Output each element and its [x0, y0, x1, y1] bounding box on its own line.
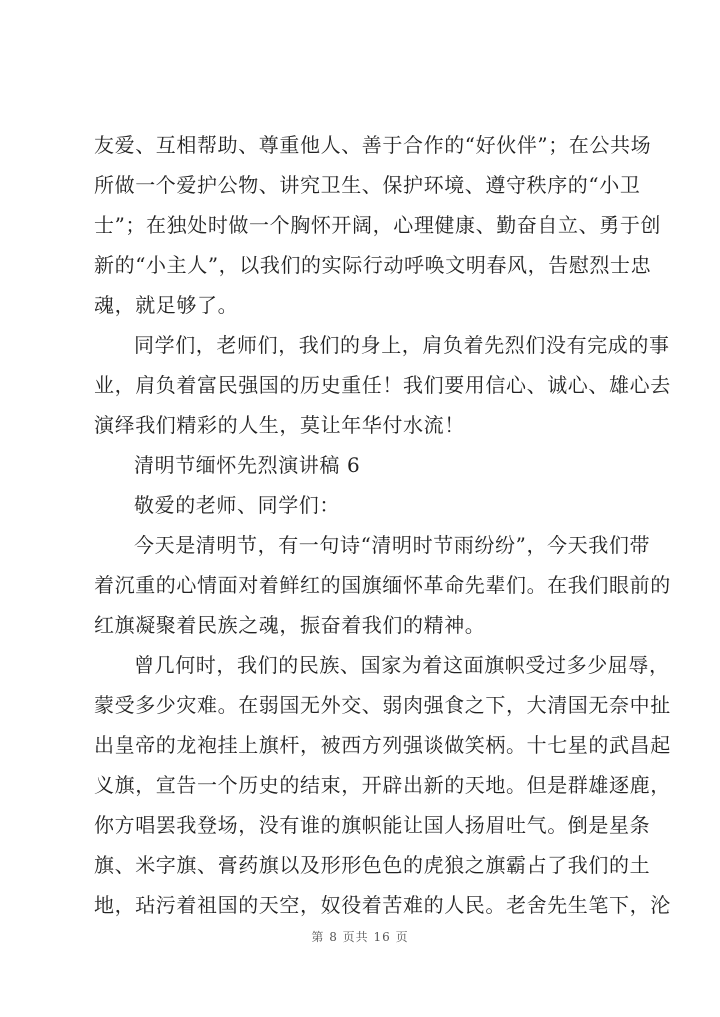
salutation: 敬爱的老师、同学们：: [134, 493, 340, 517]
text-line: 出皇帝的龙袍挂上旗杆，被西方列强谈做笑柄。十七星的武昌起: [94, 733, 671, 757]
text-line: 旗、米字旗、膏药旗以及形形色色的虎狼之旗霸占了我们的土: [94, 853, 651, 877]
text-line: 所做一个爱护公物、讲究卫生、保护环境、遵守秩序的“小卫: [94, 173, 641, 197]
paragraph-first-line: 今天是清明节，有一句诗“清明时节雨纷纷”，今天我们带: [134, 533, 651, 557]
paragraph-first-line: 曾几何时，我们的民族、国家为着这面旗帜受过多少屈辱，: [134, 653, 670, 677]
page-number-footer: 第 8 页共 16 页: [311, 930, 409, 944]
text-line: 魂，就足够了。: [94, 293, 239, 317]
text-line: 士”；在独处时做一个胸怀开阔，心理健康、勤奋自立、勇于创: [94, 213, 662, 237]
text-line: 业，肩负着富民强国的历史重任！我们要用信心、诚心、雄心去: [94, 373, 671, 397]
text-line: 蒙受多少灾难。在弱国无外交、弱肉强食之下，大清国无奈中扯: [94, 693, 671, 717]
text-line: 你方唱罢我登场，没有谁的旗帜能让国人扬眉吐气。倒是星条: [94, 813, 651, 837]
section-heading: 清明节缅怀先烈演讲稿 6: [134, 453, 361, 477]
text-line: 红旗凝聚着民族之魂，振奋着我们的精神。: [94, 613, 486, 637]
text-line: 演绎我们精彩的人生，莫让年华付水流！: [94, 413, 465, 437]
text-line: 新的“小主人”，以我们的实际行动呼唤文明春风，告慰烈士忠: [94, 253, 652, 277]
text-line: 义旗，宣告一个历史的结束，开辟出新的天地。但是群雄逐鹿，: [94, 773, 671, 797]
paragraph-first-line: 同学们，老师们，我们的身上，肩负着先烈们没有完成的事: [134, 333, 670, 357]
text-line: 着沉重的心情面对着鲜红的国旗缅怀革命先辈们。在我们眼前的: [94, 573, 671, 597]
text-line: 友爱、互相帮助、尊重他人、善于合作的“好伙伴”；在公共场: [94, 133, 652, 157]
text-line: 地，玷污着祖国的天空，奴役着苦难的人民。老舍先生笔下，沦: [94, 893, 671, 917]
